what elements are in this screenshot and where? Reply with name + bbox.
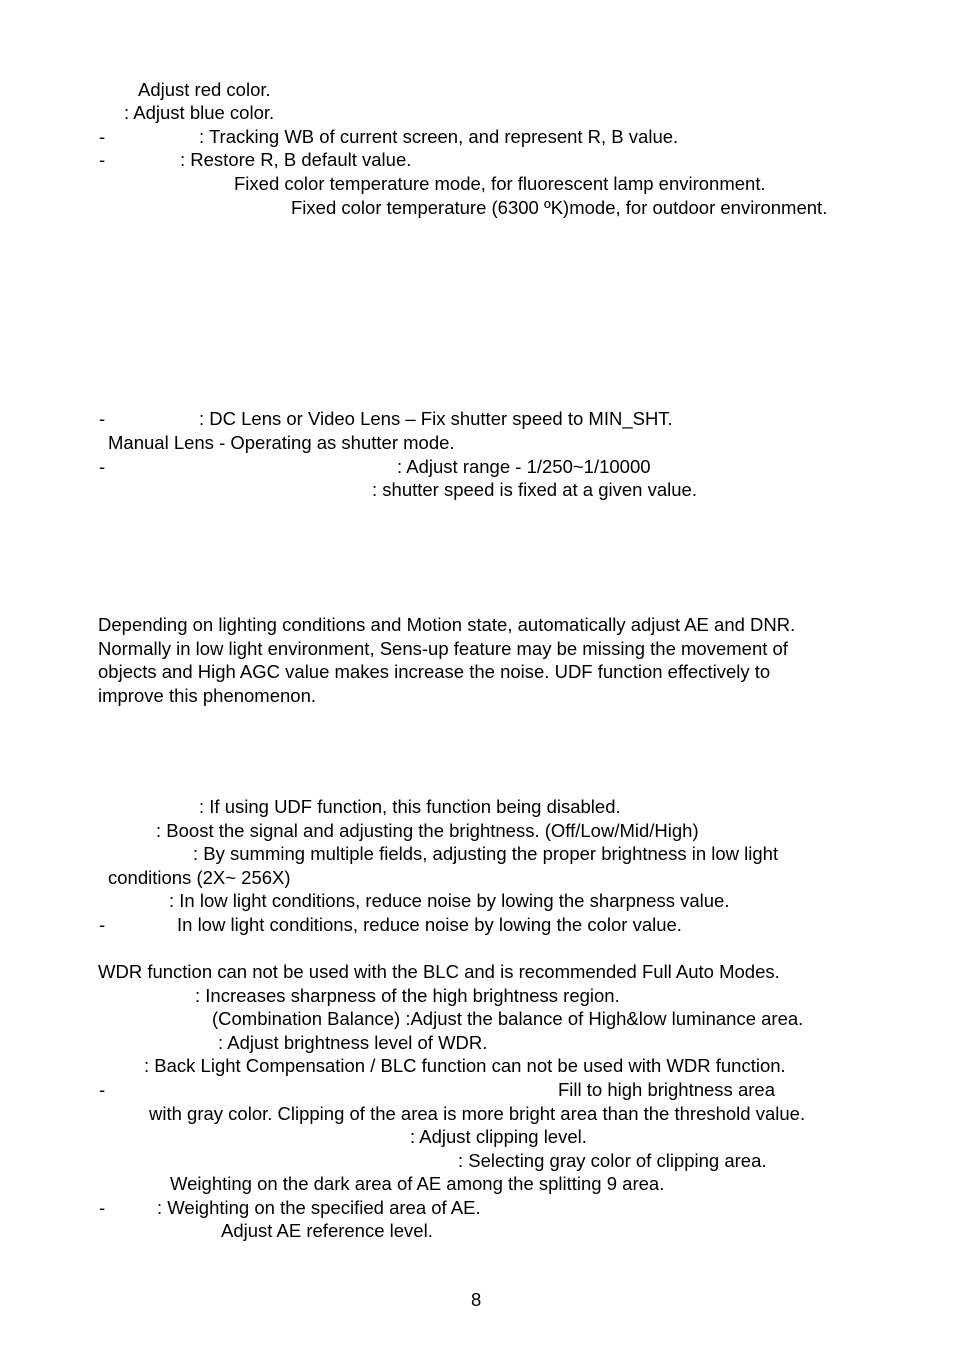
ae-weighting-dark-text: Weighting on the dark area of AE among the splitting 9 area. (170, 1173, 665, 1194)
list-dash: - (99, 126, 106, 147)
lowlight-udf-disabled-text: : If using UDF function, this function being disabled. (199, 796, 621, 817)
wb-blue-text: : Adjust blue color. (124, 102, 275, 123)
wdr-clip-level-text: : Adjust clipping level. (410, 1126, 587, 1147)
list-dash: - (99, 456, 106, 477)
udf-paragraph-line: Depending on lighting conditions and Motion state, automatically adjust AE and DNR. (98, 614, 796, 635)
list-dash: - (99, 149, 106, 170)
shutter-manual-lens-text: Manual Lens - Operating as shutter mode. (108, 432, 455, 453)
lowlight-sharpness-text: : In low light conditions, reduce noise by lowing the sharpness value. (169, 890, 730, 911)
lowlight-summing-text: : By summing multiple fields, adjusting the proper brightness in low light (193, 843, 779, 864)
ae-reference-text: Adjust AE reference level. (221, 1220, 433, 1241)
udf-paragraph-line: Normally in low light environment, Sens-up feature may be missing the movement of (98, 638, 788, 659)
wdr-intro-text: WDR function can not be used with the BLC and is recommended Full Auto Modes. (98, 961, 780, 982)
wb-tracking-text: : Tracking WB of current screen, and represent R, B value. (199, 126, 679, 147)
lowlight-boost-text: : Boost the signal and adjusting the brightness. (Off/Low/Mid/High) (156, 820, 699, 841)
wdr-fill-text: Fill to high brightness area (558, 1079, 775, 1100)
list-dash: - (99, 914, 106, 935)
shutter-range-text: : Adjust range - 1/250~1/10000 (397, 456, 651, 477)
lowlight-conditions-text: conditions (2X~ 256X) (108, 867, 291, 888)
ae-weighting-spec-text: : Weighting on the specified area of AE. (157, 1197, 481, 1218)
list-dash: - (99, 408, 106, 429)
lowlight-color-text: In low light conditions, reduce noise by lowing the color value. (177, 914, 682, 935)
wdr-combination-text: (Combination Balance) :Adjust the balance of High&low luminance area. (212, 1008, 804, 1029)
list-dash: - (99, 1197, 106, 1218)
wb-restore-text: : Restore R, B default value. (180, 149, 412, 170)
udf-paragraph-line: improve this phenomenon. (98, 685, 317, 706)
wb-outdoor-text: Fixed color temperature (6300 ºK)mode, for outdoor environment. (291, 197, 828, 218)
wb-red-text: Adjust red color. (138, 79, 271, 100)
list-dash: - (99, 1079, 106, 1100)
udf-paragraph-line: objects and High AGC value makes increase the noise. UDF function effectively to (98, 661, 771, 682)
wdr-brightness-text: : Adjust brightness level of WDR. (218, 1032, 488, 1053)
shutter-dc-lens-text: : DC Lens or Video Lens – Fix shutter speed to MIN_SHT. (199, 408, 673, 429)
wdr-gray-text: with gray color. Clipping of the area is more bright area than the threshold value. (149, 1103, 806, 1124)
wdr-clip-color-text: : Selecting gray color of clipping area. (458, 1150, 767, 1171)
wdr-sharpness-text: : Increases sharpness of the high brightness region. (195, 985, 620, 1006)
wdr-blc-text: : Back Light Compensation / BLC function can not be used with WDR function. (144, 1055, 786, 1076)
shutter-fixed-text: : shutter speed is fixed at a given value. (372, 479, 697, 500)
wb-fluorescent-text: Fixed color temperature mode, for fluorescent lamp environment. (234, 173, 766, 194)
page-number: 8 (471, 1289, 482, 1310)
